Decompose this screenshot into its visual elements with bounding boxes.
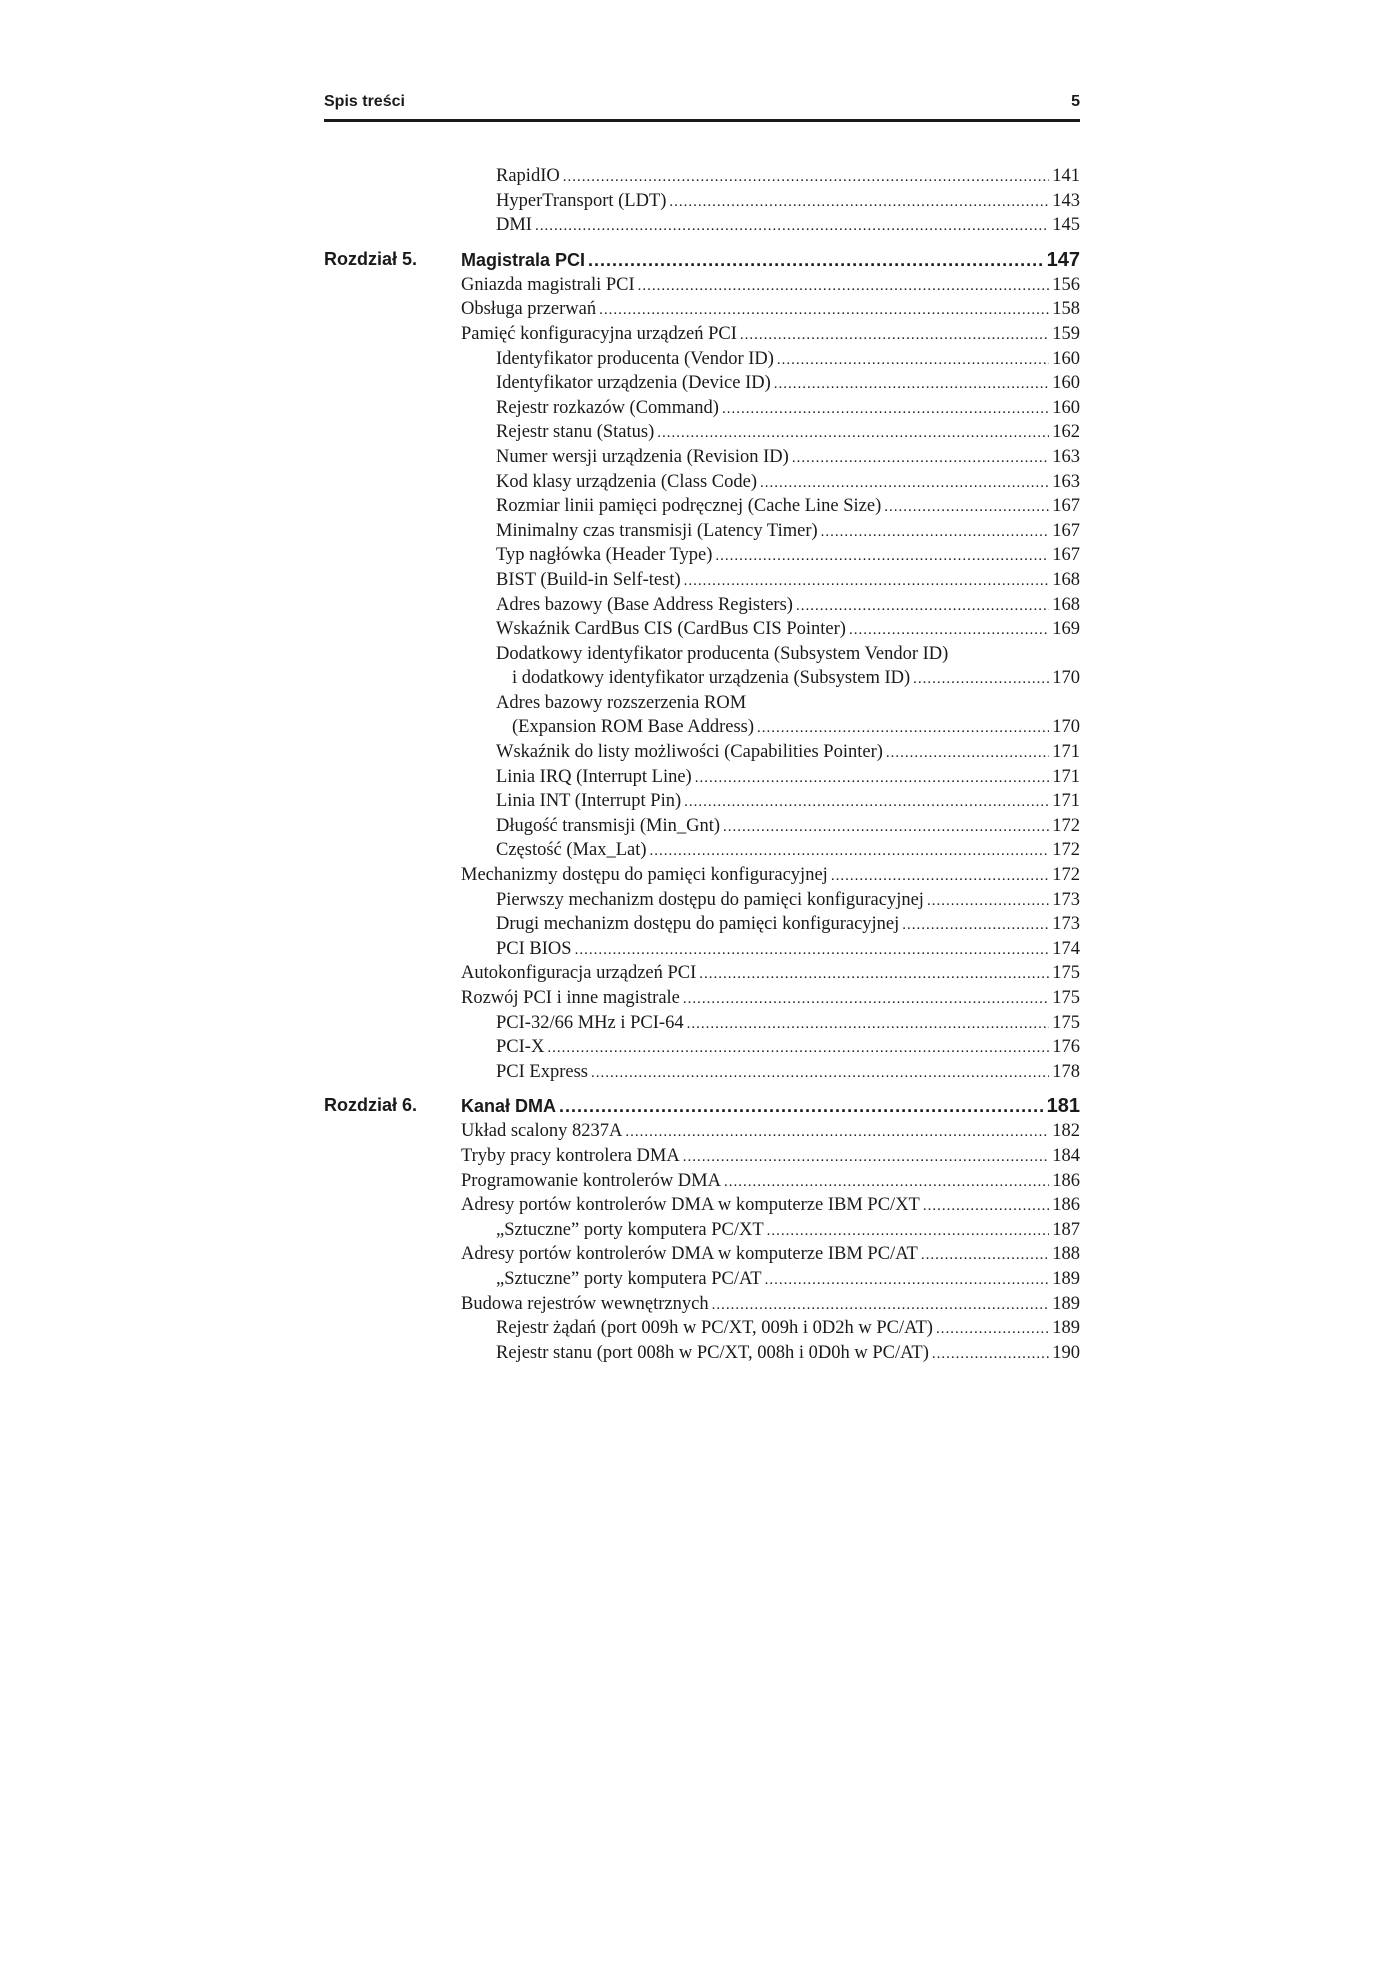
toc-entry — [496, 521, 1080, 546]
toc-entry-text: Rozwój PCI i inne magistrale — [461, 988, 680, 1008]
leader-dots — [563, 169, 1050, 186]
toc-entry — [496, 816, 1080, 841]
leader-dots — [777, 352, 1049, 369]
toc-entry-page: 172 — [1052, 840, 1080, 861]
toc-entry-page: 175 — [1052, 988, 1080, 1008]
toc-entry-text: Rejestr stanu (Status) — [496, 422, 655, 443]
leader-dots — [683, 1149, 1050, 1166]
leader-dots — [767, 1223, 1050, 1240]
leader-dots — [821, 524, 1050, 541]
leader-dots — [559, 1096, 1044, 1117]
toc-entry-page: 158 — [1052, 299, 1080, 320]
intro-entries — [324, 166, 1080, 240]
leader-dots — [774, 376, 1049, 393]
toc-entry-page: 173 — [1052, 889, 1080, 910]
toc-entry-page: 160 — [1052, 373, 1080, 394]
toc-entry — [496, 1318, 1080, 1343]
toc-entry-text: Dodatkowy identyfikator producenta (Subsystem Vendor ID) — [496, 643, 949, 664]
toc-entry-text: Adres bazowy rozszerzenia ROM — [496, 692, 747, 713]
toc-entry-continuation — [496, 668, 1080, 693]
toc-entry-text: (Expansion ROM Base Address) — [512, 717, 755, 738]
toc-entry — [496, 1343, 1080, 1368]
toc-entry-text: Wskaźnik CardBus CIS (CardBus CIS Pointer) — [496, 619, 846, 640]
toc-entry — [496, 644, 1080, 669]
leader-dots — [547, 1040, 1049, 1057]
toc-entry-page: 189 — [1052, 1268, 1080, 1289]
leader-dots — [684, 573, 1050, 590]
toc-entry-text: Linia IRQ (Interrupt Line) — [496, 766, 692, 787]
chapter-page: 181 — [1046, 1095, 1080, 1118]
toc-entry-text: Budowa rejestrów wewnętrznych — [461, 1293, 709, 1314]
leader-dots — [724, 1174, 1049, 1191]
toc-entry-text: „Sztuczne” porty komputera PC/XT — [496, 1219, 764, 1240]
toc-entry-text: Identyfikator urządzenia (Device ID) — [496, 373, 771, 394]
leader-dots — [760, 475, 1049, 492]
leader-dots — [796, 598, 1049, 615]
leader-dots — [684, 794, 1049, 811]
toc-entry — [496, 840, 1080, 865]
toc-entry — [461, 865, 1080, 890]
leader-dots — [657, 425, 1049, 442]
leader-dots — [591, 1065, 1049, 1082]
toc-entry-text: „Sztuczne” porty komputera PC/AT — [496, 1268, 762, 1289]
toc-entry-text: Adresy portów kontrolerów DMA w komputerze IBM PC/XT — [461, 1195, 920, 1216]
toc-entry-text: HyperTransport (LDT) — [496, 190, 667, 211]
toc-entry — [461, 1146, 1080, 1171]
toc-entry — [496, 545, 1080, 570]
chapter-page: 147 — [1046, 248, 1080, 271]
leader-dots — [722, 401, 1049, 418]
leader-dots — [831, 868, 1049, 885]
toc-entry-text: Obsługa przerwań — [461, 299, 597, 320]
toc-entry-page: 168 — [1052, 594, 1080, 615]
toc-entry — [496, 619, 1080, 644]
toc-entry-text: PCI BIOS — [496, 938, 572, 959]
toc-entry — [496, 890, 1080, 915]
toc-entry — [461, 963, 1080, 988]
chapter-6-heading — [324, 1095, 1080, 1121]
toc-entry — [461, 1195, 1080, 1220]
toc-entry-page: 175 — [1052, 963, 1080, 984]
toc-entry — [496, 1220, 1080, 1245]
toc-entry — [461, 299, 1080, 324]
toc-entry-page: 174 — [1052, 938, 1080, 959]
toc-entry — [496, 767, 1080, 792]
toc-entry-text: Drugi mechanizm dostępu do pamięci konfiguracyjnej — [496, 914, 900, 935]
leader-dots — [712, 1297, 1050, 1314]
toc-entry-page: 186 — [1052, 1195, 1080, 1216]
toc-entry — [496, 570, 1080, 595]
page-header — [324, 93, 1080, 122]
leader-dots — [687, 1016, 1050, 1033]
toc-entry-page: 182 — [1052, 1121, 1080, 1142]
toc-entry-page: 159 — [1052, 323, 1080, 344]
toc-entry-page: 189 — [1052, 1318, 1080, 1339]
leader-dots — [886, 745, 1049, 762]
toc-entry-text: Tryby pracy kontrolera DMA — [461, 1145, 680, 1166]
leader-dots — [625, 1124, 1049, 1141]
toc-entry-page: 163 — [1052, 446, 1080, 467]
toc-entry — [496, 1037, 1080, 1062]
header-page-number: 5 — [1071, 93, 1080, 110]
header-title: Spis treści — [324, 93, 405, 110]
toc-entry — [496, 166, 1080, 191]
toc-entry-page: 171 — [1052, 766, 1080, 787]
toc-entry-text: Rejestr rozkazów (Command) — [496, 397, 719, 418]
toc-entry-continuation — [496, 717, 1080, 742]
toc-entry-page: 173 — [1052, 914, 1080, 935]
toc-entry-page: 172 — [1052, 815, 1080, 836]
toc-entry-text: PCI-X — [496, 1037, 545, 1058]
toc-entry — [496, 496, 1080, 521]
toc-entry-page: 168 — [1052, 569, 1080, 590]
toc-entry-page: 176 — [1052, 1037, 1080, 1058]
toc-entry-text: DMI — [496, 215, 532, 236]
leader-dots — [715, 548, 1049, 565]
toc-entry-text: Pierwszy mechanizm dostępu do pamięci konfiguracyjnej — [496, 889, 924, 910]
leader-dots — [932, 1346, 1049, 1363]
toc-entry — [496, 215, 1080, 240]
toc-entry — [496, 398, 1080, 423]
toc-entry-text: Identyfikator producenta (Vendor ID) — [496, 348, 774, 369]
toc-entry — [461, 1171, 1080, 1196]
toc-entry — [496, 791, 1080, 816]
toc-entry-text: Rejestr stanu (port 008h w PC/XT, 008h i 0D0h w PC/AT) — [496, 1342, 929, 1363]
toc-entry — [496, 191, 1080, 216]
toc-entry — [496, 742, 1080, 767]
toc-entry-text: Linia INT (Interrupt Pin) — [496, 791, 682, 812]
toc-entry-text: Mechanizmy dostępu do pamięci konfiguracyjnej — [461, 865, 828, 886]
toc-entry-page: 145 — [1052, 215, 1080, 236]
toc-entry-page: 171 — [1052, 791, 1080, 812]
toc-entry-text: Długość transmisji (Min_Gnt) — [496, 815, 721, 836]
toc-entry-text: Programowanie kontrolerów DMA — [461, 1170, 721, 1191]
leader-dots — [588, 250, 1044, 271]
toc-entry — [461, 275, 1080, 300]
leader-dots — [921, 1247, 1049, 1264]
toc-entry-page: 178 — [1052, 1061, 1080, 1082]
leader-dots — [884, 499, 1049, 516]
toc-entry-text: Rejestr żądań (port 009h w PC/XT, 009h i 0D2h w PC/AT) — [496, 1318, 933, 1339]
toc-entry-page: 171 — [1052, 742, 1080, 763]
toc-entry-text: Kod klasy urządzenia (Class Code) — [496, 471, 757, 492]
toc-entry-page: 156 — [1052, 274, 1080, 295]
toc-entry — [496, 447, 1080, 472]
toc-entry — [496, 349, 1080, 374]
toc-entry-page: 172 — [1052, 865, 1080, 886]
toc-entry-page: 169 — [1052, 619, 1080, 640]
toc-entry-text: Rozmiar linii pamięci podręcznej (Cache Line Size) — [496, 496, 882, 517]
leader-dots — [695, 770, 1050, 787]
toc-entry-page: 170 — [1052, 668, 1080, 689]
toc-entry-page: 163 — [1052, 471, 1080, 492]
toc-entry — [496, 595, 1080, 620]
leader-dots — [638, 278, 1050, 295]
toc-entry — [461, 988, 1080, 1013]
toc-entry-page: 160 — [1052, 397, 1080, 418]
toc-entry — [461, 1294, 1080, 1319]
toc-entry-text: Adres bazowy (Base Address Registers) — [496, 594, 793, 615]
toc-entry-text: BIST (Build-in Self-test) — [496, 569, 681, 590]
leader-dots — [765, 1272, 1050, 1289]
toc-entry — [461, 1244, 1080, 1269]
toc-entry — [461, 324, 1080, 349]
leader-dots — [792, 450, 1049, 467]
leader-dots — [902, 917, 1049, 934]
toc-entry-page: 160 — [1052, 348, 1080, 369]
leader-dots — [575, 942, 1050, 959]
toc-entry — [496, 472, 1080, 497]
toc-entry — [496, 422, 1080, 447]
toc-entry-page: 167 — [1052, 545, 1080, 566]
toc-entry — [496, 693, 1080, 718]
leader-dots — [723, 819, 1049, 836]
toc-entry-text: PCI-32/66 MHz i PCI-64 — [496, 1012, 684, 1033]
leader-dots — [650, 843, 1050, 860]
toc-entry-text: Częstość (Max_Lat) — [496, 840, 647, 861]
toc-entry-text: i dodatkowy identyfikator urządzenia (Subsystem ID) — [512, 668, 911, 689]
toc-entry — [461, 1121, 1080, 1146]
chapter-5-entries — [324, 275, 1080, 1087]
toc-entry-page: 170 — [1052, 717, 1080, 738]
toc-entry-page: 143 — [1052, 190, 1080, 211]
chapter-6-entries — [324, 1121, 1080, 1367]
chapter-5-heading — [324, 249, 1080, 275]
toc-entry-page: 187 — [1052, 1219, 1080, 1240]
leader-dots — [535, 218, 1049, 235]
toc-entry-text: Układ scalony 8237A — [461, 1121, 623, 1142]
toc-entry-page: 186 — [1052, 1170, 1080, 1191]
toc-entry-text: Wskaźnik do listy możliwości (Capabilities Pointer) — [496, 742, 883, 763]
chapter-title: Kanał DMA — [461, 1096, 557, 1117]
toc-entry-page: 167 — [1052, 520, 1080, 541]
toc-entry — [496, 939, 1080, 964]
chapter-label: Rozdział 5. — [324, 248, 418, 269]
toc-entry — [496, 373, 1080, 398]
toc-entry-page: 162 — [1052, 422, 1080, 443]
chapter-title: Magistrala PCI — [461, 249, 586, 270]
leader-dots — [683, 991, 1049, 1008]
toc-entry-page: 141 — [1052, 166, 1080, 186]
toc-entry-text: RapidIO — [496, 166, 560, 186]
toc-entry — [496, 1062, 1080, 1087]
toc-entry-text: PCI Express — [496, 1061, 588, 1082]
toc-entry-text: Gniazda magistrali PCI — [461, 274, 635, 295]
toc-entry-text: Adresy portów kontrolerów DMA w komputerze IBM PC/AT — [461, 1244, 918, 1265]
leader-dots — [927, 893, 1049, 910]
toc-entry-text: Typ nagłówka (Header Type) — [496, 545, 713, 566]
leader-dots — [599, 302, 1049, 319]
leader-dots — [757, 720, 1049, 737]
leader-dots — [913, 671, 1049, 688]
toc-entry-text: Pamięć konfiguracyjna urządzeń PCI — [461, 323, 737, 344]
leader-dots — [740, 327, 1049, 344]
leader-dots — [849, 622, 1049, 639]
leader-dots — [923, 1198, 1049, 1215]
toc-entry — [496, 1269, 1080, 1294]
chapter-label: Rozdział 6. — [324, 1095, 418, 1116]
toc-entry-text: Autokonfiguracja urządzeń PCI — [461, 963, 697, 984]
leader-dots — [936, 1321, 1049, 1338]
toc-entry — [496, 1013, 1080, 1038]
toc-entry-page: 167 — [1052, 496, 1080, 517]
toc-entry-page: 175 — [1052, 1012, 1080, 1033]
toc-entry-page: 189 — [1052, 1293, 1080, 1314]
toc-entry-page: 184 — [1052, 1145, 1080, 1166]
toc-entry-text: Minimalny czas transmisji (Latency Timer) — [496, 520, 818, 541]
table-of-contents — [324, 166, 1080, 1367]
toc-entry-page: 190 — [1052, 1342, 1080, 1363]
toc-entry-page: 188 — [1052, 1244, 1080, 1265]
toc-entry-text: Numer wersji urządzenia (Revision ID) — [496, 446, 789, 467]
leader-dots — [699, 966, 1049, 983]
leader-dots — [669, 194, 1049, 211]
toc-entry — [496, 914, 1080, 939]
